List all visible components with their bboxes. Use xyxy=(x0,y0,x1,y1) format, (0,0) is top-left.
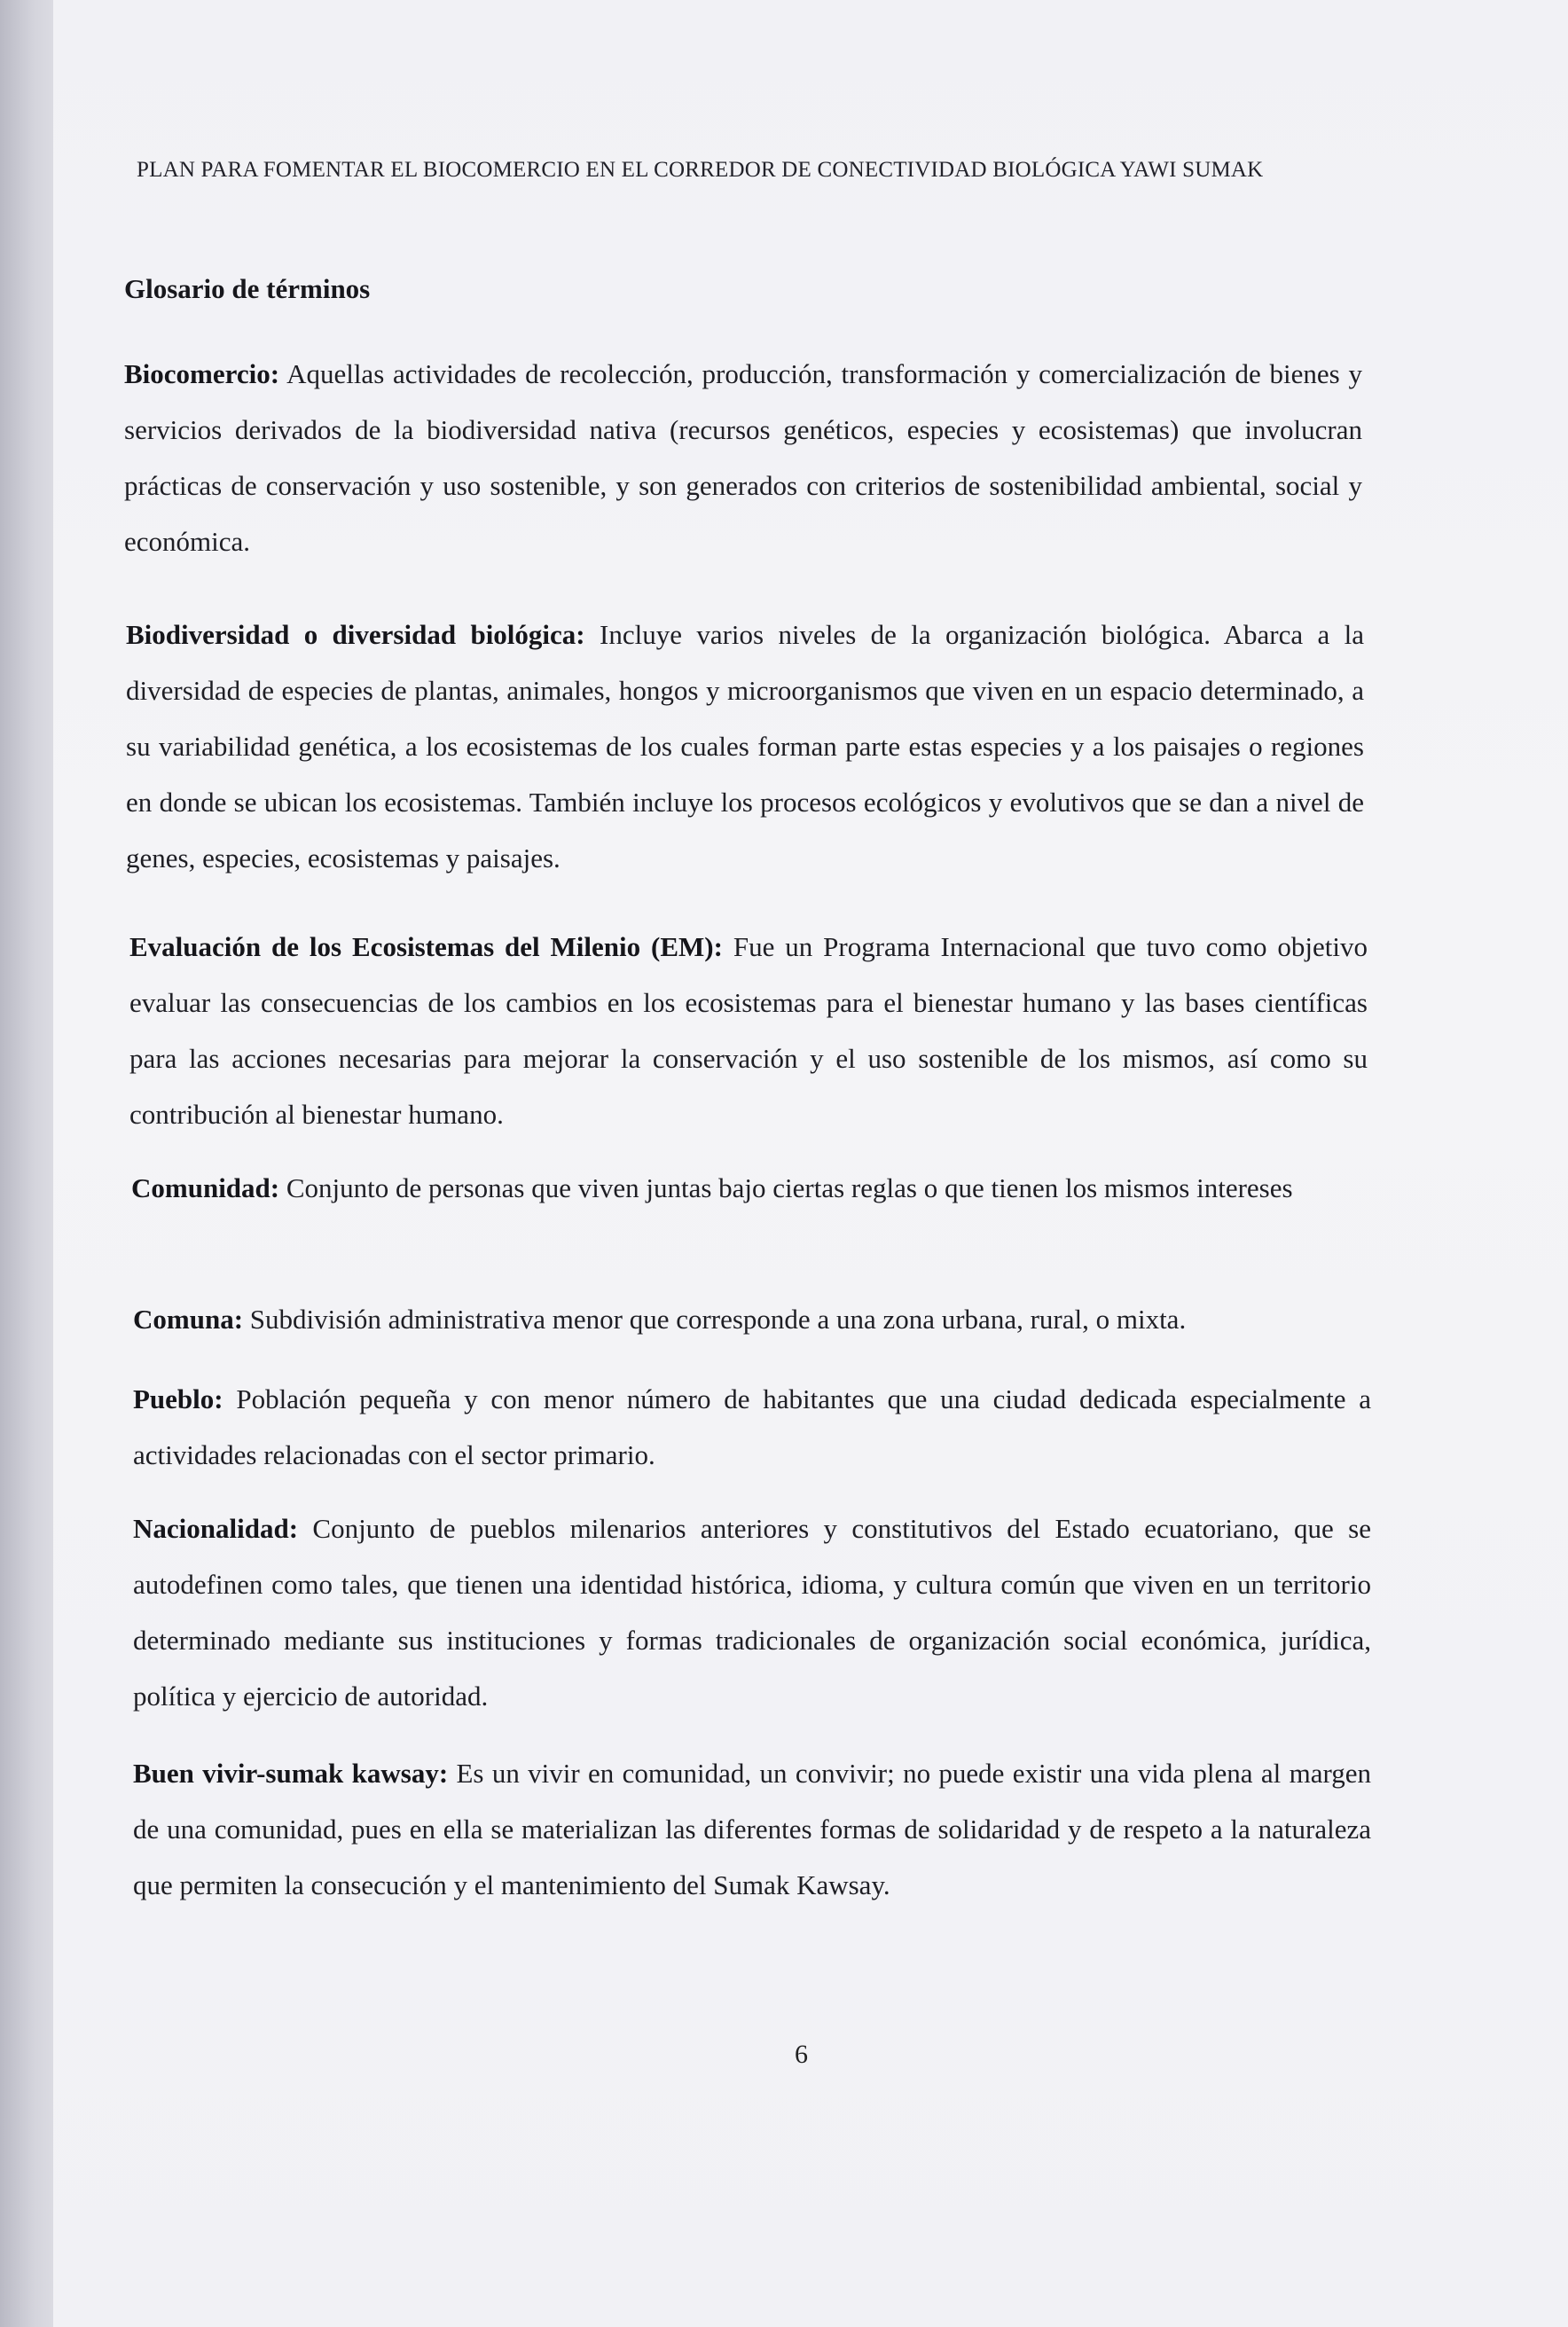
glossary-term: Pueblo: xyxy=(133,1383,223,1414)
glossary-definition: Conjunto de personas que viven juntas bajo ciertas reglas o que tienen los mismos intereses xyxy=(286,1172,1293,1203)
glossary-term: Biodiversidad o diversidad biológica: xyxy=(126,619,585,650)
running-header: PLAN PARA FOMENTAR EL BIOCOMERCIO EN EL CORREDOR DE CONECTIVIDAD BIOLÓGICA YAWI SUMAK xyxy=(137,158,1264,182)
glossary-entry-comunidad xyxy=(131,1160,1369,1216)
glossary-entry-nacionalidad xyxy=(133,1500,1371,1724)
glossary-term: Buen vivir-sumak kawsay: xyxy=(133,1758,449,1789)
glossary-definition: Aquellas actividades de recolección, producción, transformación y comercialización de bienes y servicios derivados de la biodiversidad nativa (recursos genéticos, especies y ecosistemas) que involucran prácticas de conservación y uso sostenible, y son generados con criterios de sostenibilidad ambiental, social y económica. xyxy=(124,358,1362,557)
glossary-definition: Incluye varios niveles de la organización biológica. Abarca a la diversidad de especies de plantas, animales, hongos y microorganismos que viven en un espacio determinado, a su variabilidad genética, a los ecosistemas de los cuales forman parte estas especies y a los paisajes o regiones en donde se ubican los ecosistemas. También incluye los procesos ecológicos y evolutivos que se dan a nivel de genes, especies, ecosistemas y paisajes. xyxy=(126,619,1365,874)
glossary-definition: Es un vivir en comunidad, un convivir; no puede existir una vida plena al margen de una comunidad, pues en ella se materializan las diferentes formas de solidaridad y de respeto a la naturaleza que permiten la consecución y el mantenimiento del Sumak Kawsay. xyxy=(133,1758,1371,1900)
glossary-term: Nacionalidad: xyxy=(133,1513,299,1544)
glossary-entry-biodiversidad xyxy=(126,607,1364,886)
glossary-entry-evaluacion-ecosistemas xyxy=(129,919,1368,1142)
document-page xyxy=(53,0,1568,2327)
glossary-term: Evaluación de los Ecosistemas del Milenio (EM): xyxy=(129,931,723,962)
glossary-entry-biocomercio xyxy=(124,346,1362,569)
glossary-entry-buen-vivir xyxy=(133,1745,1371,1913)
glossary-definition: Población pequeña y con menor número de habitantes que una ciudad dedicada especialmente a actividades relacionadas con el sector primario. xyxy=(133,1383,1372,1470)
glossary-term: Comunidad: xyxy=(131,1172,280,1203)
glossary-title: Glosario de términos xyxy=(124,273,371,304)
glossary-term: Biocomercio: xyxy=(124,358,280,389)
glossary-entry-comuna xyxy=(133,1291,1371,1347)
glossary-definition: Fue un Programa Internacional que tuvo como objetivo evaluar las consecuencias de los cambios en los ecosistemas para el bienestar humano y las bases científicas para las acciones necesarias para mejorar la conservación y el uso sostenible de los mismos, así como su contribución al bienestar humano. xyxy=(129,931,1368,1130)
glossary-term: Comuna: xyxy=(133,1304,244,1335)
glossary-definition: Subdivisión administrativa menor que corresponde a una zona urbana, rural, o mixta. xyxy=(249,1304,1187,1335)
page-number: 6 xyxy=(795,2040,808,2069)
glossary-entry-pueblo xyxy=(133,1371,1371,1483)
glossary-definition: Conjunto de pueblos milenarios anteriores y constitutivos del Estado ecuatoriano, que se autodefinen como tales, que tienen una identidad histórica, idioma, y cultura común que viven en un territorio determinado mediante sus instituciones y formas tradicionales de organización social económica, jurídica, política y ejercicio de autoridad. xyxy=(133,1513,1371,1712)
